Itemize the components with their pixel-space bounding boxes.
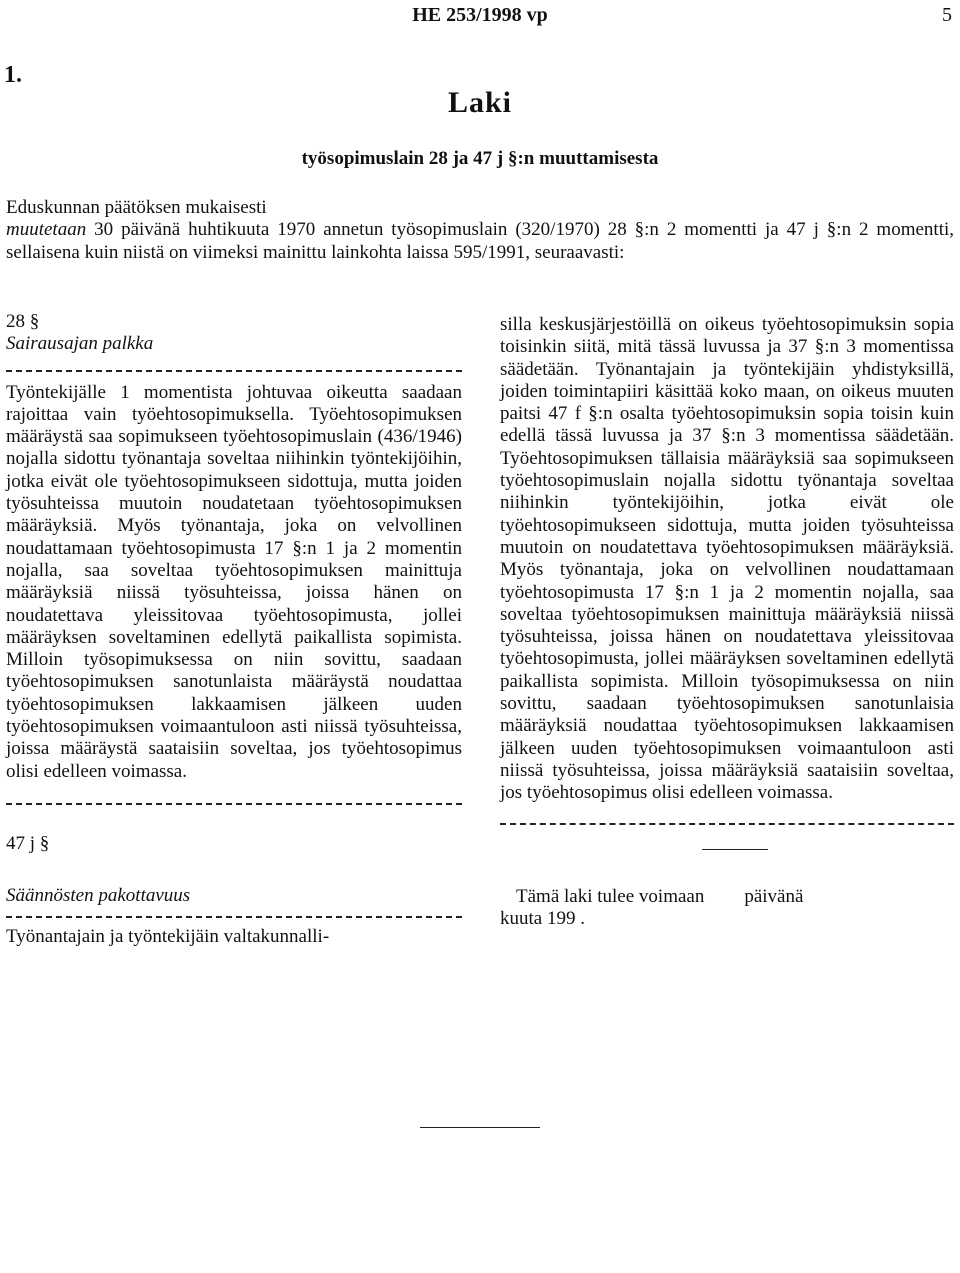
law-number: 1.	[4, 62, 22, 88]
separator-rule	[702, 849, 768, 850]
section-28-paragraph: Työntekijälle 1 momentista johtuvaa oikeutta saadaan rajoittaa vain työehtosopimuksella. Työehtosopimuksen määräystä saa sopimukseen työehtosopimuslain (436/1946) nojalla sidottu työnantaja soveltaa niihinkin työntekijöihin, jotka eivät ole työehtosopimukseen sidottuja, mutta joiden työsuhteissa muutoin noudatetaan työehtosopimuksen määräyksiä. Myös työnantaja, joka on velvollinen noudattamaan työehtosopimusta 17 §:n 1 ja 2 momentin nojalla, saa soveltaa työehtosopimuksen mainittuja määräyksiä niissä työsuhteissa, joissa hänen on noudatettava yleissitovaa työehtosopimusta, jollei määräyksen soveltaminen edellytä paikallista sopimista. Milloin työsopimuksessa on niin sovittu, saadaan työehtosopimuksen sanotunlaista määräystä noudattaa työehtosopimuksen lakkaamisen jälkeen uuden työehtosopimuksen voimaantuloon asti niissä työsuhteissa, joissa määräystä saataisiin soveltaa, jos työehtosopimus olisi edelleen voimassa.	[6, 381, 462, 782]
law-title: Laki	[447, 86, 513, 119]
enactment-body	[6, 219, 954, 264]
entry-into-force-day: päivänä	[744, 885, 804, 907]
section-47j-caption: Säännösten pakottavuus	[6, 885, 191, 907]
section-47j-paragraph-continued: silla keskusjärjestöillä on oikeus työehtosopimuksin sopia toisinkin siitä, mitä tässä luvussa ja 37 §:n 3 momentissa säädetään. Työnantajain ja työntekijäin yhdistyksillä, joiden toimintapiiri käsittää koko maan, on oikeus muuten paitsi 47 f §:n osalta työehtosopimuksin sopia toisin kuin edellä tässä luvussa ja 37 §:n 3 momentissa säädetään. Työehtosopimuksen tällaisia määräyksiä saa sopimukseen työehtosopimuslain nojalla sidottu työnantaja soveltaa niihinkin työntekijöihin, jotka eivät ole työehtosopimukseen sidottuja, mutta joiden työsuhteissa muutoin on noudatettava työehtosopimuksen määräyksiä. Myös työnantaja, joka on velvollinen noudattamaan työehtosopimusta 17 §:n 1 ja 2 momentin nojalla, saa soveltaa työehtosopimuksen mainittuja määräyksiä niissä työsuhteissa, joissa hänen on noudatettava yleissitovaa työehtosopimusta, jollei määräyksen soveltaminen edellytä paikallista sopimista. Milloin työsopimuksessa on niin sovittu, saadaan työehtosopimuksen sanotunlaisia määräyksiä noudattaa työehtosopimuksen lakkaamisen jälkeen uuden työehtosopimuksen voimaantuloon asti niissä työsuhteissa, joissa määräyksiä saataisiin soveltaa, jos työehtosopimus olisi edelleen voimassa.	[500, 314, 954, 804]
enactment-line: Eduskunnan päätöksen mukaisesti	[6, 197, 267, 218]
section-47j-heading: 47 j §	[6, 832, 50, 854]
omission-divider	[500, 823, 954, 825]
amended-word: muutetaan	[6, 219, 87, 241]
section-28-heading: 28 §	[6, 311, 40, 332]
left-column	[6, 311, 462, 948]
omission-divider	[6, 916, 462, 918]
section-28-caption: Sairausajan palkka	[6, 333, 154, 355]
right-column	[500, 314, 954, 930]
page-number: 5	[942, 4, 952, 26]
entry-into-force-text: Tämä laki tulee voimaan	[516, 885, 705, 907]
omission-divider	[6, 370, 462, 372]
closing-rule	[420, 1127, 540, 1128]
section-47j-paragraph-start: Työnantajain ja työntekijäin valtakunnalli-	[6, 925, 330, 947]
enactment-text: 30 päivänä huhtikuuta 1970 annetun työsopimuslain (320/1970) 28 §:n 2 momentti ja 47 j §:n 2 momentti, sellaisena kuin niistä on viimeksi mainittu lainkohta laissa 595/1991, seuraavasti:	[6, 219, 955, 263]
document-id: HE 253/1998 vp	[412, 4, 548, 26]
enactment-clause	[6, 197, 954, 264]
law-subtitle: työsopimuslain 28 ja 47 j §:n muuttamisesta	[301, 148, 659, 169]
omission-divider	[6, 803, 462, 805]
entry-into-force-month: kuuta 199 .	[500, 907, 585, 929]
entry-into-force	[500, 886, 954, 908]
